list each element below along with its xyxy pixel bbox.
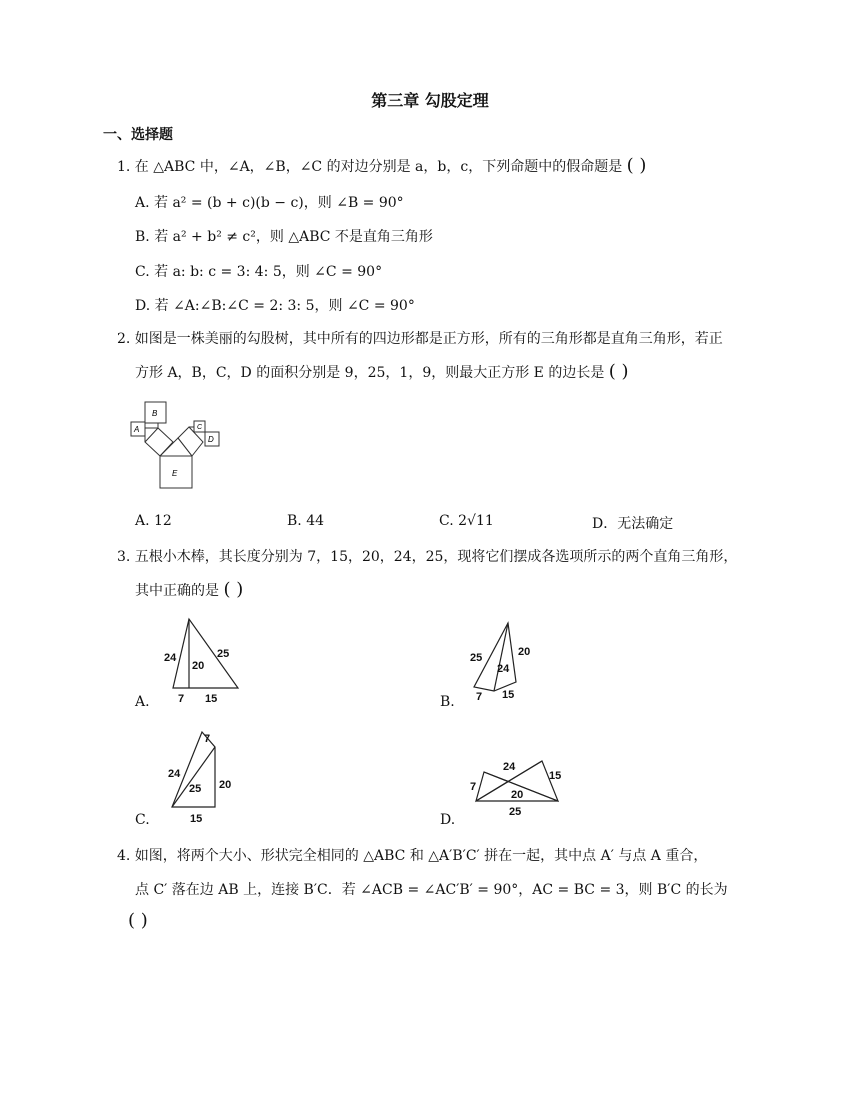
question-2-line-2: [135, 362, 629, 383]
pythagoras-tree-figure: [125, 398, 225, 493]
label-b: B: [152, 409, 158, 418]
label-c: C: [197, 424, 203, 431]
q3-option-c-label: C.: [135, 812, 150, 828]
fig-b-label-15: 15: [502, 689, 515, 701]
fig-d-label-24: 24: [503, 761, 516, 773]
fig-b-label-24: 24: [497, 663, 510, 675]
answer-blank: ( ): [223, 579, 244, 600]
q1-option-d: D. 若 ∠A:∠B:∠C = 2: 3: 5，则 ∠C = 90°: [135, 298, 415, 314]
question-4-line-2: 点 C′ 落在边 AB 上，连接 B′C．若 ∠ACB = ∠AC′B′ = 90°，AC = BC = 3，则 B′C 的长为: [135, 882, 728, 898]
figure-option-b: [465, 620, 545, 705]
fig-c-label-15: 15: [190, 813, 203, 825]
q2-option-b: B. 44: [287, 513, 325, 529]
q2-option-d: D．无法确定: [592, 516, 674, 532]
fig-a-label-20: 20: [192, 660, 205, 672]
q2-option-c: C. 2√11: [439, 513, 494, 529]
q1-option-c: C. 若 a: b: c = 3: 4: 5，则 ∠C = 90°: [135, 264, 383, 280]
question-1-text: 1. 在 △ABC 中，∠A，∠B，∠C 的对边分别是 a，b，c，下列命题中的假命题是: [117, 159, 623, 175]
label-e: E: [172, 469, 178, 478]
q2-option-a: A. 12: [135, 513, 172, 529]
figure-option-d: [465, 752, 575, 822]
question-4-line-1: 4. 如图，将两个大小、形状完全相同的 △ABC 和 △A′B′C′ 拼在一起，其中点 A′ 与点 A 重合，: [117, 848, 708, 864]
answer-blank: ( ): [608, 361, 629, 382]
question-3-text: 其中正确的是: [135, 583, 219, 599]
q1-option-a: A. 若 a² = (b + c)(b − c)，则 ∠B = 90°: [135, 195, 404, 211]
q3-option-d-label: D.: [440, 812, 456, 828]
fig-a-label-15: 15: [205, 693, 218, 705]
page-title: 第三章 勾股定理: [371, 91, 489, 110]
answer-paren: ( ): [128, 910, 148, 931]
fig-b-label-20: 20: [518, 646, 531, 658]
answer-blank: ( ): [626, 155, 647, 176]
question-2-line-1: 2. 如图是一株美丽的勾股树，其中所有的四边形都是正方形，所有的三角形都是直角三角形，若正: [117, 331, 723, 347]
q1-option-b: B. 若 a² + b² ≠ c²，则 △ABC 不是直角三角形: [135, 229, 433, 245]
label-a: A: [134, 425, 140, 434]
question-1-stem: [117, 156, 646, 177]
question-2-text: 方形 A，B，C，D 的面积分别是 9，25，1，9，则最大正方形 E 的边长是: [135, 365, 605, 381]
fig-d-label-20: 20: [511, 789, 524, 801]
section-heading: 一、选择题: [103, 127, 173, 143]
fig-d-label-25: 25: [509, 806, 522, 818]
fig-c-label-24: 24: [168, 768, 181, 780]
figure-option-c: [160, 728, 240, 826]
q3-option-a-label: A.: [135, 694, 150, 710]
fig-a-label-25: 25: [217, 648, 230, 660]
question-3-line-2: [135, 580, 243, 601]
q3-option-b-label: B.: [440, 694, 455, 710]
fig-a-label-7: 7: [178, 693, 185, 705]
fig-c-label-7: 7: [204, 733, 211, 745]
label-d: D: [208, 435, 214, 444]
fig-d-label-15: 15: [549, 770, 562, 782]
fig-a-label-24: 24: [164, 652, 177, 664]
fig-b-label-25: 25: [470, 652, 483, 664]
question-3-line-1: 3. 五根小木棒，其长度分别为 7，15，20，24，25，现将它们摆成各选项所示的两个直角三角形，: [117, 549, 738, 565]
fig-c-label-20: 20: [219, 779, 232, 791]
fig-c-label-25: 25: [189, 783, 202, 795]
fig-d-label-7: 7: [470, 781, 477, 793]
figure-option-a: [160, 615, 245, 707]
fig-b-label-7: 7: [476, 691, 483, 703]
answer-blank: [128, 911, 148, 932]
